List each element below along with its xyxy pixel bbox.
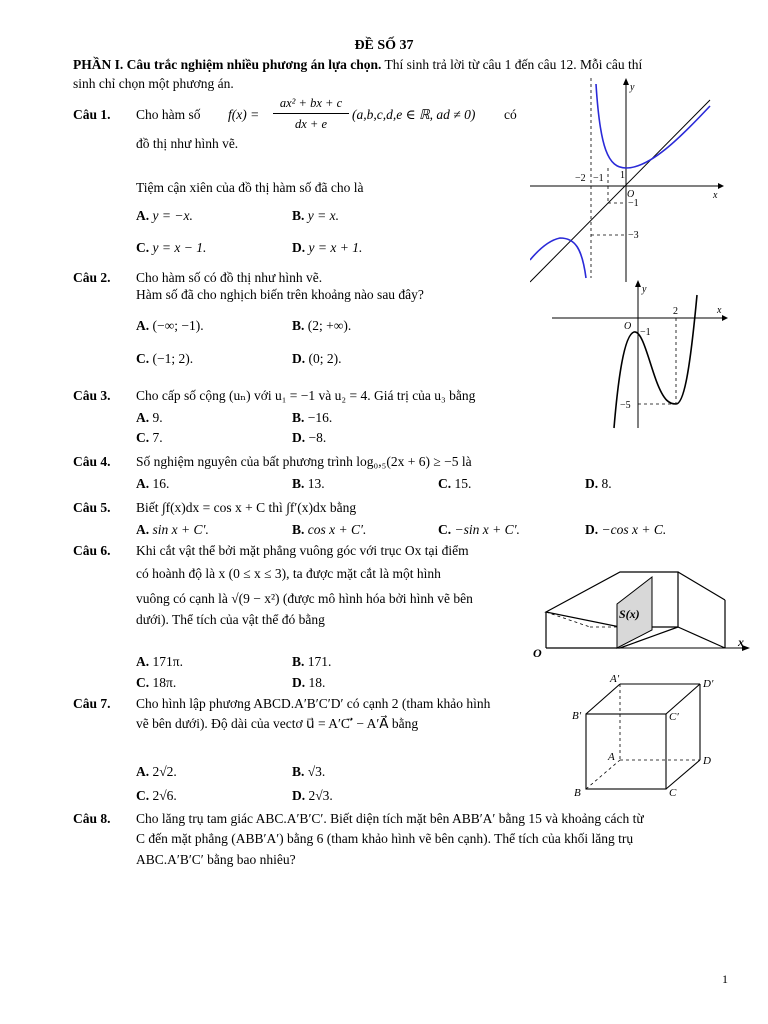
q7-edge-c-d [666, 760, 700, 789]
q7-label-aprime: A′ [610, 673, 620, 685]
q6-line3: vuông có cạnh là √(9 − x²) (được mô hình hóa bởi hình vẽ bên [136, 591, 473, 606]
q5-option-d[interactable]: D. −cos x + C. [585, 522, 667, 537]
q7-label-c: C [669, 787, 677, 799]
part-heading: PHẦN I. Câu trắc nghiệm nhiều phương án lựa chọn. [73, 57, 382, 72]
q2-graph-tick-y-minus1: −1 [640, 327, 651, 338]
q4-text: Số nghiệm nguyên của bất phương trình log₀,₅(2x + 6) ≥ −5 là [136, 454, 472, 469]
q1-intro-line2: đồ thị như hình vẽ. [136, 136, 239, 151]
q7-hidden-edge-b-a [586, 760, 620, 789]
q1-condition: (a,b,c,d,e ∈ ℝ, ad ≠ 0) [352, 107, 476, 122]
q1-graph-tick-1: 1 [620, 170, 625, 181]
q6-line2: có hoành độ là x (0 ≤ x ≤ 3), ta được mặt cắt là một hình [136, 566, 441, 581]
page-number: 1 [722, 972, 728, 986]
q4-number: Câu 4. [73, 454, 111, 469]
q7-label-dprime: D′ [703, 678, 714, 690]
q1-curve-left-branch [530, 238, 586, 278]
q6-option-c[interactable]: C. 18π. [136, 675, 177, 690]
q1-y-arrow-icon [623, 78, 629, 85]
q6-solid-bottom-back [678, 627, 725, 648]
q6-figure [530, 562, 755, 662]
q7-edge-cprime-dprime [666, 684, 700, 714]
q4-option-c[interactable]: C. 15. [438, 476, 472, 491]
q2-graph-tick-2: 2 [673, 306, 678, 317]
q7-label-a: A [608, 751, 615, 763]
q8-line2: C đến mặt phẳng (ABB′A′) bằng 6 (tham khảo hình vẽ bên cạnh). Thể tích của khối lăng trụ [136, 831, 634, 846]
q6-x-label: x [738, 635, 744, 649]
q8-number: Câu 8. [73, 811, 111, 826]
part-heading-line [73, 57, 642, 73]
q1-denominator: dx + e [294, 117, 328, 131]
q1-graph-tick-minus2: −2 [575, 173, 586, 184]
q2-option-b[interactable]: B. (2; +∞). [292, 318, 352, 333]
q7-label-cprime: C′ [669, 711, 679, 723]
q1-option-c[interactable]: C. y = x − 1. [136, 240, 207, 255]
q1-graph-y-label: y [630, 82, 635, 93]
q1-graph-tick-y-minus1: −1 [628, 198, 639, 209]
q2-graph-y-label: y [642, 284, 647, 295]
q1-curve-right-branch [596, 84, 710, 168]
q1-option-a[interactable]: A. y = −x. [136, 208, 193, 223]
q7-option-b[interactable]: B. √3. [292, 764, 326, 779]
q5-option-b[interactable]: B. cos x + C′. [292, 522, 367, 537]
q2-graph-tick-y-minus5: −5 [620, 400, 631, 411]
q1-x-arrow-icon [718, 183, 724, 189]
q3-option-c[interactable]: C. 7. [136, 430, 163, 445]
q1-fraction-bar [273, 113, 349, 114]
q7-edge-bprime-aprime [586, 684, 620, 714]
q7-label-d: D [703, 755, 711, 767]
q1-option-b[interactable]: B. y = x. [292, 208, 339, 223]
q7-number: Câu 7. [73, 696, 111, 711]
q1-graph-tick-y-minus3: −3 [628, 230, 639, 241]
q2-option-a[interactable]: A. (−∞; −1). [136, 318, 204, 333]
q4-option-a[interactable]: A. 16. [136, 476, 170, 491]
q6-line4: dưới). Thể tích của vật thể đó bằng [136, 612, 325, 627]
q7-front-face [586, 714, 666, 789]
q2-option-c[interactable]: C. (−1; 2). [136, 351, 194, 366]
exam-title: ĐỀ SỐ 37 [354, 38, 414, 53]
part-instruction: Thí sinh trả lời từ câu 1 đến câu 12. Mỗi câu thí [381, 57, 643, 72]
q7-option-d[interactable]: D. 2√3. [292, 788, 333, 803]
q1-option-d[interactable]: D. y = x + 1. [292, 240, 363, 255]
q2-line2: Hàm số đã cho nghịch biến trên khoảng nào sau đây? [136, 287, 424, 302]
q6-origin-label: O [533, 646, 542, 660]
q3-number: Câu 3. [73, 388, 111, 403]
q3-option-b[interactable]: B. −16. [292, 410, 333, 425]
q7-line2: vẽ bên dưới). Độ dài của vectơ u⃗ = A′C′⃗ − A′A⃗ bằng [136, 716, 419, 731]
q2-option-d[interactable]: D. (0; 2). [292, 351, 342, 366]
q2-number: Câu 2. [73, 270, 111, 285]
q7-line1: Cho hình lập phương ABCD.A′B′C′D′ có cạnh 2 (tham khảo hình [136, 696, 491, 711]
q2-line1: Cho hàm số có đồ thị như hình vẽ. [136, 270, 323, 285]
q6-cross-section-label: S(x) [619, 607, 640, 621]
q8-line1: Cho lăng trụ tam giác ABC.A′B′C′. Biết diện tích mặt bên ABB′A′ bằng 15 và khoảng cách từ [136, 811, 644, 826]
q3-option-d[interactable]: D. −8. [292, 430, 327, 445]
q1-oblique-asymptote [530, 100, 710, 282]
q2-y-arrow-icon [635, 280, 641, 287]
q5-option-c[interactable]: C. −sin x + C′. [438, 522, 520, 537]
q6-option-d[interactable]: D. 18. [292, 675, 326, 690]
q6-line1: Khi cắt vật thể bởi mặt phẳng vuông góc với trục Ox tại điểm [136, 543, 469, 558]
q5-option-a[interactable]: A. sin x + C′. [136, 522, 209, 537]
q7-cube [570, 672, 720, 802]
q6-option-b[interactable]: B. 171. [292, 654, 332, 669]
q2-graph-origin: O [624, 321, 632, 332]
q1-intro-end: có [504, 107, 517, 122]
q5-text: Biết ∫f(x)dx = cos x + C thì ∫f′(x)dx bằng [136, 500, 357, 515]
q1-question: Tiệm cận xiên của đồ thị hàm số đã cho là [136, 180, 364, 195]
q6-solid-top-right [678, 572, 725, 600]
q1-graph-tick-minus1: −1 [593, 173, 604, 184]
q7-label-b: B [574, 787, 581, 799]
q1-graph [530, 78, 725, 283]
q2-x-arrow-icon [722, 315, 728, 321]
q3-option-a[interactable]: A. 9. [136, 410, 163, 425]
q2-graph-x-label: x [717, 305, 722, 316]
q7-option-a[interactable]: A. 2√2. [136, 764, 177, 779]
q4-option-b[interactable]: B. 13. [292, 476, 325, 491]
q1-formula-left: f(x) = [228, 107, 260, 122]
q1-number: Câu 1. [73, 107, 111, 122]
q1-graph-x-label: x [713, 190, 718, 201]
q1-numerator: ax² + bx + c [279, 96, 343, 110]
q6-option-a[interactable]: A. 171π. [136, 654, 183, 669]
part-instruction-cont: sinh chỉ chọn một phương án. [73, 76, 234, 91]
q1-intro: Cho hàm số [136, 107, 201, 122]
q7-option-c[interactable]: C. 2√6. [136, 788, 177, 803]
q3-text: Cho cấp số cộng (uₙ) với u₁ = −1 và u₂ = 4. Giá trị của u₃ bằng [136, 388, 476, 403]
q4-option-d[interactable]: D. 8. [585, 476, 612, 491]
q5-number: Câu 5. [73, 500, 111, 515]
q8-line3: ABC.A′B′C′ bằng bao nhiêu? [136, 852, 296, 867]
q2-graph [552, 280, 728, 430]
q1-graph-origin: O [627, 189, 635, 200]
q7-label-bprime: B′ [572, 710, 582, 722]
q6-number: Câu 6. [73, 543, 111, 558]
